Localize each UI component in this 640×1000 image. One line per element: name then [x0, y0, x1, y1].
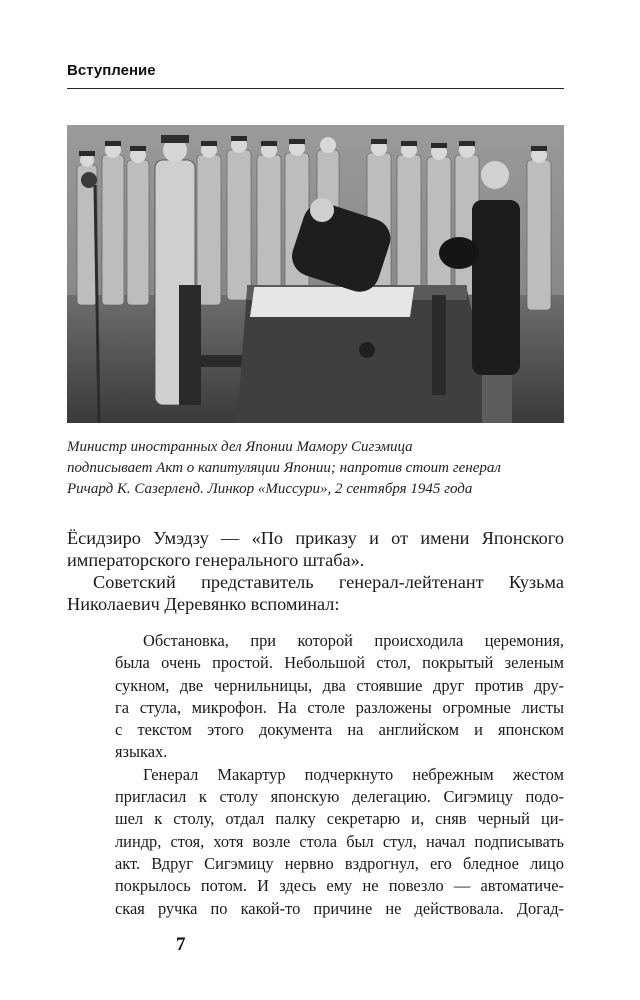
quote-line: сукном, две чернильницы, два стоявшие друг против дру-: [115, 675, 564, 695]
quote-line: была очень простой. Небольшой стол, покрытый зеленым: [115, 653, 564, 673]
photo-caption: [67, 437, 547, 500]
quote-line: акт. Вдруг Сигэмицу нервно вздрогнул, его бледное лицо: [115, 853, 564, 873]
quote-line: линдр, стоя, хотя возле стола был стул, начал подписывать: [115, 831, 564, 851]
quote-line: с текстом этого документа на английском и японском: [115, 720, 564, 740]
header-divider: [67, 88, 564, 89]
quote-line: пригласил к столу японскую делегацию. Сигэмицу подо-: [115, 787, 564, 807]
quote-line: покрылось потом. И здесь ему не повезло — автоматиче-: [115, 876, 564, 896]
caption-line: Министр иностранных дел Японии Мамору Сигэмица: [67, 439, 413, 455]
body-paragraphs: [67, 527, 564, 615]
body-line: Николаевич Деревянко вспоминал:: [67, 594, 340, 614]
body-line: императорского генерального штаба».: [67, 550, 365, 570]
caption-line: подписывает Акт о капитуляции Японии; напротив стоит генерал: [67, 460, 501, 476]
ceremony-photo: [67, 125, 564, 423]
photo-icon: [67, 125, 564, 423]
caption-line: Ричард К. Сазерленд. Линкор «Миссури», 2 сентября 1945 года: [67, 481, 473, 497]
running-header: Вступление: [67, 62, 156, 79]
quote-line: Обстановка, при которой происходила церемония,: [143, 631, 564, 650]
quote-line: шел к столу, отдал палку секретарю и, сняв черный ци-: [115, 809, 564, 829]
quote-line: языках.: [115, 742, 168, 762]
quote-line: Генерал Макартур подчеркнуто небрежным жестом: [143, 764, 564, 784]
page-number: 7: [176, 934, 186, 955]
body-line: Ёсидзиро Умэдзу — «По приказу и от имени Японского: [67, 528, 564, 548]
quotation-block: [115, 630, 564, 920]
body-line: Советский представитель генерал-лейтенант Кузьма: [93, 572, 564, 592]
quote-line: ская ручка по какой-то причине не действовала. Догад-: [115, 898, 564, 918]
quote-line: га стула, микрофон. На столе разложены огромные листы: [115, 697, 564, 717]
